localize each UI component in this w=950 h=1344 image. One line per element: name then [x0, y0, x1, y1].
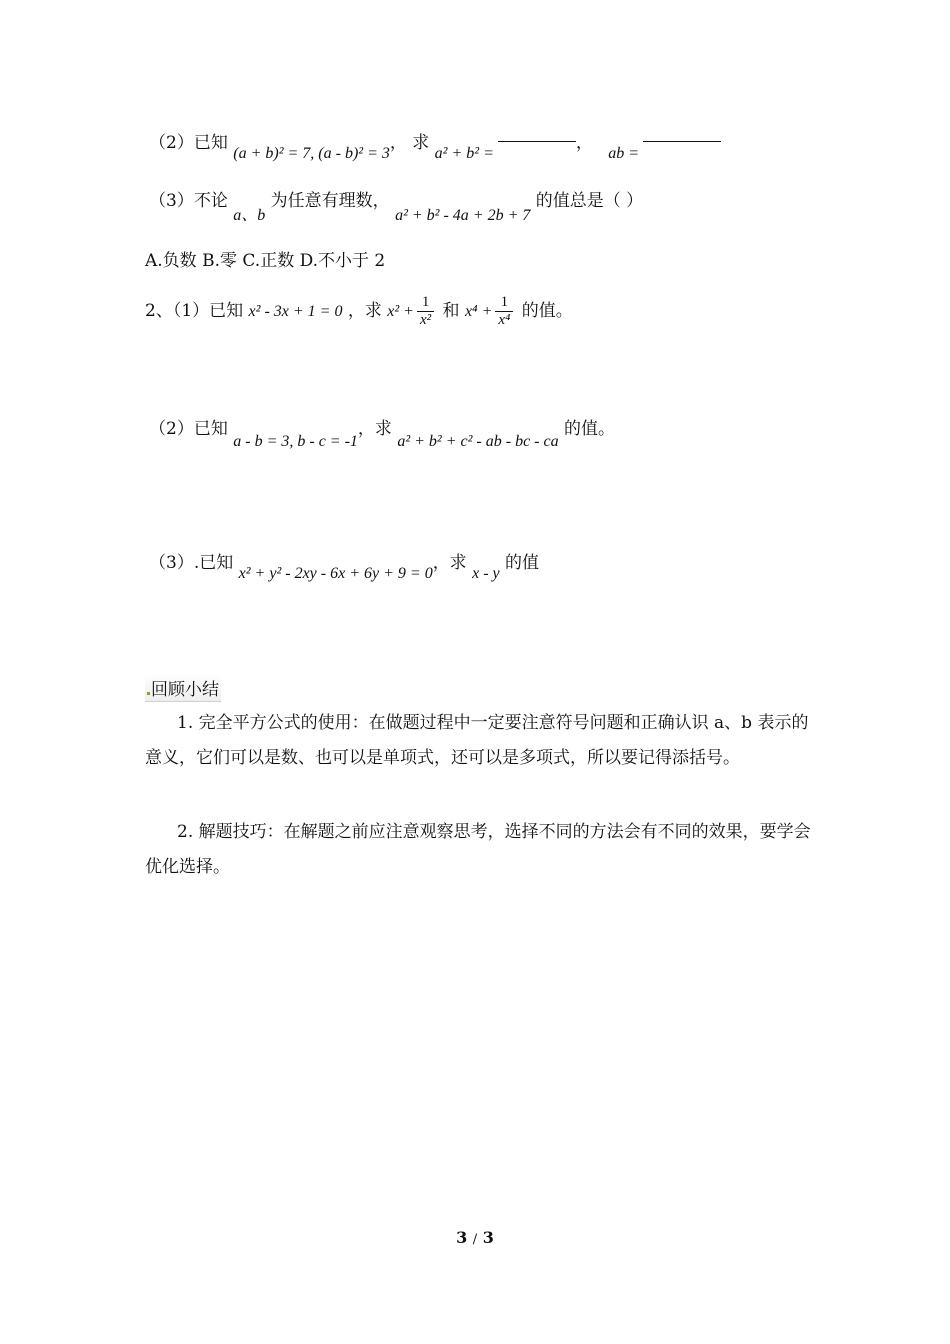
page-number: [0, 1228, 950, 1247]
question-label: （2）已知: [149, 419, 228, 439]
ask-label: ，求: [357, 419, 392, 439]
question-tail: 的值。: [564, 419, 616, 439]
question-2-2: [149, 414, 616, 450]
review-heading: [145, 674, 221, 702]
condition-formula: (a + b)² = 7, (a - b)² = 3: [233, 145, 390, 162]
expression: x - y: [472, 565, 500, 582]
page-separator: /: [472, 1232, 478, 1247]
expression: a² + b² + c² - ab - bc - ca: [397, 433, 559, 450]
question-label: 2、（1）已知: [145, 301, 244, 321]
condition-formula: x² - 3x + 1 = 0: [248, 303, 343, 320]
question-label: （2）已知: [149, 133, 228, 153]
condition-text: 为任意有理数，: [270, 191, 390, 211]
question-label: （3）不论: [149, 191, 228, 211]
variables: a、b: [233, 207, 266, 224]
fraction-2: [495, 294, 513, 329]
expression-1-base: x² +: [387, 303, 414, 320]
ask-label: 求: [412, 133, 430, 153]
expression: a² + b² - 4a + 2b + 7: [395, 207, 531, 224]
answer-blank-1[interactable]: [498, 141, 576, 142]
question-1-2: [149, 128, 721, 162]
current-page: 3: [456, 1228, 468, 1247]
question-2-1: [145, 294, 573, 329]
expression-a2-b2: a² + b² =: [434, 145, 494, 162]
ask-label: ，求: [347, 301, 382, 321]
review-point-1: 1. 完全平方公式的使用：在做题过程中一定要注意符号问题和正确认识 a、b 表示的意义，它们可以是数、也可以是单项式，还可以是多项式，所以要记得添括号。: [145, 713, 809, 768]
question-label: （3）.已知: [149, 553, 234, 573]
review-title: 回顾小结: [151, 680, 219, 700]
anchor-mark-icon: [147, 692, 150, 695]
question-tail: 的值。: [521, 301, 573, 321]
question-tail: 的值: [505, 553, 540, 573]
comma: ，: [389, 133, 407, 153]
review-point-2: 2. 解题技巧：在解题之前应注意观察思考，选择不同的方法会有不同的效果，要学会优化选择。: [145, 822, 811, 877]
expression-2-base: x⁴ +: [464, 303, 493, 320]
fraction-numerator: 1: [417, 294, 434, 312]
question-1-3: [149, 186, 644, 224]
total-pages: 3: [482, 1228, 494, 1247]
condition-formula: a - b = 3, b - c = -1: [233, 433, 358, 450]
answer-blank-2[interactable]: [643, 141, 721, 142]
answer-choices: A.负数 B.零 C.正数 D.不小于 2: [145, 251, 386, 271]
fraction-1: [417, 294, 434, 329]
fraction-denominator: x⁴: [498, 312, 511, 328]
question-2-3: [149, 548, 540, 582]
expression-ab: ab =: [608, 145, 640, 162]
ask-label: ，求: [432, 553, 467, 573]
and-label: 和: [442, 301, 460, 321]
condition-formula: x² + y² - 2xy - 6x + 6y + 9 = 0: [238, 565, 433, 582]
fraction-numerator: 1: [495, 294, 513, 312]
fraction-denominator: x²: [419, 312, 432, 328]
comma: ，: [575, 133, 593, 153]
question-tail: 的值总是（ ）: [535, 191, 644, 211]
